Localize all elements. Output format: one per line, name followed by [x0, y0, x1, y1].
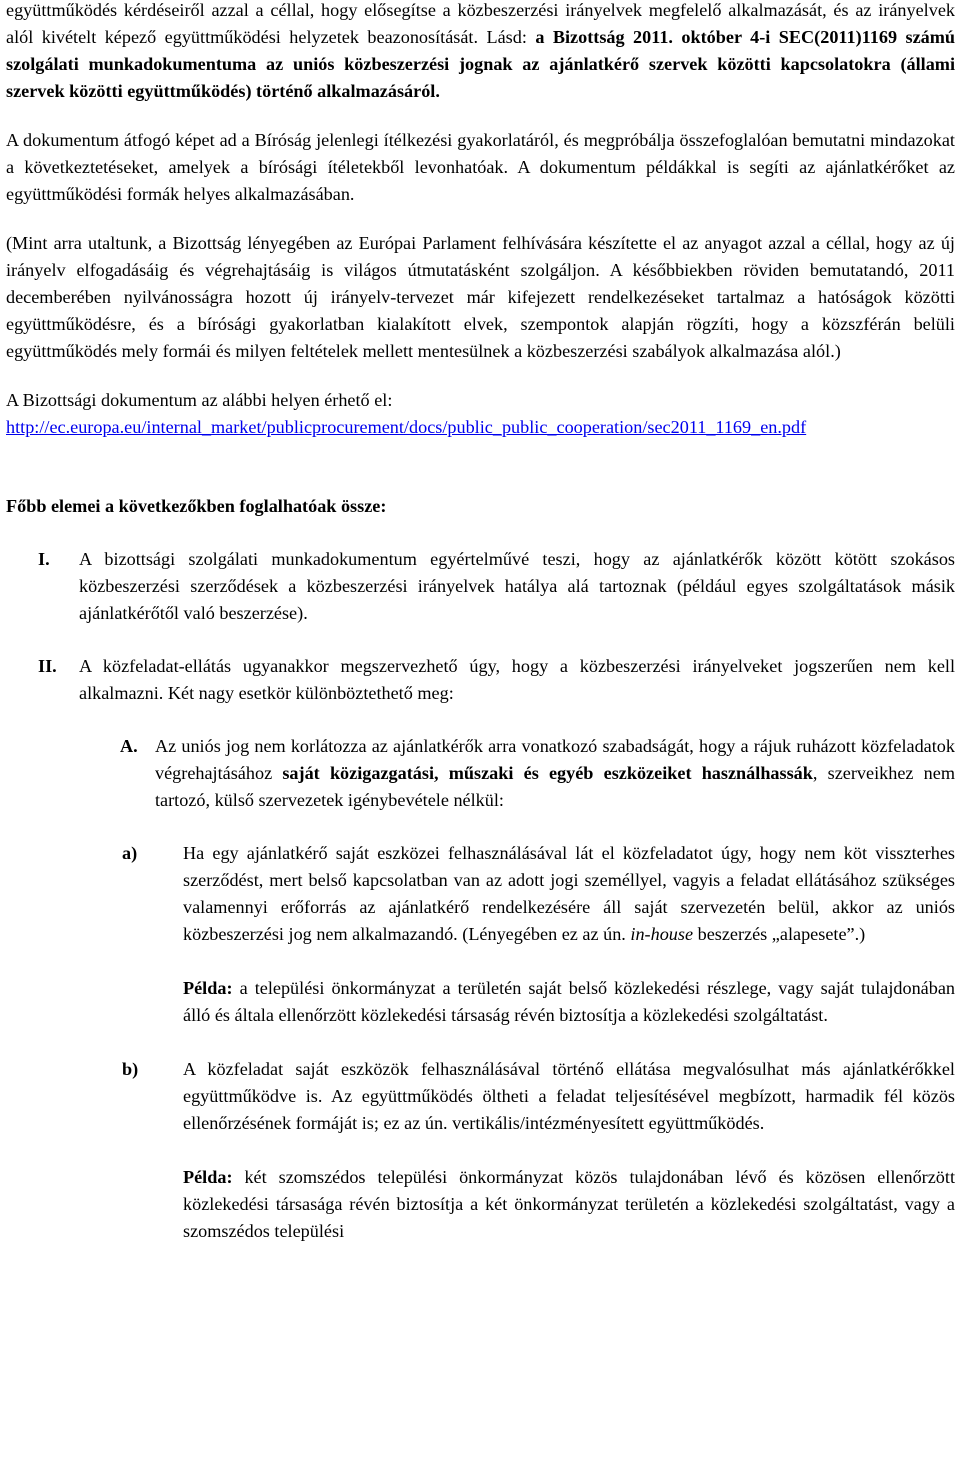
intro-paragraph-2: A dokumentum átfogó képet ad a Bíróság jelenlegi ítélkezési gyakorlatáról, és megpróbálja összefoglalóan bemutatni mindazokat a következtetéseket, amelyek a bírósági ítéletekből levonhatóak. A dokumentum példákkal is segíti az ajánlatkérőket az együttműködési formák helyes alkalmazásában. — [6, 130, 955, 204]
list-item-A-text-end: , szerveikhez nem tartozó, külső szervezetek igénybevétele nélkül: — [155, 763, 955, 810]
intro-paragraph-1-text: együttműködés kérdéseiről azzal a céllal, hogy elősegítse a közbeszerzési irányelvek megfelelő alkalmazását, és az irányelvek alól kivételt képező együttműködési helyzetek beazonosítását. Lásd: — [6, 0, 955, 47]
list-marker-b: b) — [122, 1059, 139, 1079]
document-link[interactable]: http://ec.europa.eu/internal_market/publicprocurement/docs/public_public_cooperation/sec2011_1169_en.pdf — [6, 417, 807, 437]
intro-paragraph-1 — [6, 0, 955, 105]
intro-paragraph-3: (Mint arra utaltunk, a Bizottság lényegében az Európai Parlament felhívására készítette el az anyagot azzal a céllal, hogy az új irányelv elfogadásáig és végrehajtásáig is világos útmutatásként szolgáljon. A későbbiekben röviden bemutatandó, 2011 decemberében nyilvánosságra hozott új irányelv-tervezet már kifejezett rendelkezéseket tartalmaz a hatóságok közötti együttműködésre, és a bírósági gyakorlatban kialakított elvek, szempontok alapján rögzíti, hogy a közszférán belüli együttműködés mely formái és milyen feltételek mellett mentesülnek a közbeszerzési szabályok alkalmazása alól.) — [6, 233, 955, 361]
list-item-b — [6, 1056, 955, 1137]
example-a-text: a települési önkormányzat a területén saját belső közlekedési részlege, vagy saját tulajdonában álló és általa ellenőrzött közlekedési társaság révén biztosítja a közlekedési szolgáltatást. — [183, 978, 955, 1025]
list-item-b-text: A közfeladat saját eszközök felhasználásával történő ellátása megvalósulhat más ajánlatkérőkkel együttműködve is. Az együttműködés öltheti a feladat teljesítésével megbízott, harmadik fél közös ellenőrzésének formáját is; ez az ún. vertikális/intézményesített együttműködés. — [183, 1059, 955, 1133]
example-a — [6, 975, 955, 1029]
list-marker-A: A. — [120, 736, 138, 756]
list-marker-II: II. — [38, 656, 57, 676]
list-item-a-italic-term: in-house — [630, 924, 694, 944]
list-item-A — [6, 733, 955, 814]
example-b-label: Példa: — [183, 1167, 233, 1187]
document-page — [6, 0, 955, 1245]
list-item-a-text: Ha egy ajánlatkérő saját eszközei felhasználásával lát el közfeladatot úgy, hogy nem köt visszterhes szerződést, mert belső kapcsolatban van az adott jogi személlyel, vagyis a feladat ellátásához szükséges valamennyi erőforrás az ajánlatkérő rendelkezésére áll saját szervezetén belül, akkor az uniós közbeszerzési jog nem alkalmazandó. (Lényegében ez az ún. — [183, 843, 955, 944]
list-item-I — [6, 546, 955, 627]
list-marker-a: a) — [122, 843, 138, 863]
list-marker-I: I. — [38, 549, 50, 569]
intro-paragraph-1-bold-reference: a Bizottság 2011. október 4-i SEC(2011)1169 számú szolgálati munkadokumentuma az uniós közbeszerzési jognak az ajánlatkérő szervek közötti kapcsolatokra (állami szervek közötti együttműködés) történő alkalmazásáról. — [6, 27, 955, 101]
example-a-label: Példa: — [183, 978, 233, 998]
list-item-II — [6, 653, 955, 707]
section-heading: Főbb elemei a következőkben foglalhatóak össze: — [6, 496, 387, 516]
list-item-a-text-end: beszerzés „alapesete”.) — [693, 924, 866, 944]
intro-paragraph-4: A Bizottsági dokumentum az alábbi helyen érhető el: — [6, 390, 393, 410]
document-link-paragraph — [6, 414, 955, 441]
list-item-A-bold-text: saját közigazgatási, műszaki és egyéb eszközeiket használhassák — [282, 763, 813, 783]
list-item-A-text: Az uniós jog nem korlátozza az ajánlatkérők arra vonatkozó szabadságát, hogy a rájuk ruházott közfeladatok végrehajtásához — [155, 736, 955, 783]
example-b-text: két szomszédos települési önkormányzat közös tulajdonában lévő és közösen ellenőrzött közlekedési társasága révén biztosítja a két önkormányzat területén a közlekedési szolgáltatást, vagy a szomszédos települési — [183, 1167, 955, 1241]
list-item-a — [6, 840, 955, 948]
list-item-II-text: A közfeladat-ellátás ugyanakkor megszervezhető úgy, hogy a közbeszerzési irányelveket jogszerűen nem kell alkalmazni. Két nagy esetkör különböztethető meg: — [79, 656, 955, 703]
list-item-I-text: A bizottsági szolgálati munkadokumentum egyértelművé teszi, hogy az ajánlatkérők között kötött szokásos közbeszerzési szerződések a közbeszerzési irányelvek hatálya alá tartoznak (például egyes szolgáltatások másik ajánlatkérőtől való beszerzése). — [79, 549, 955, 623]
example-b — [6, 1164, 955, 1245]
